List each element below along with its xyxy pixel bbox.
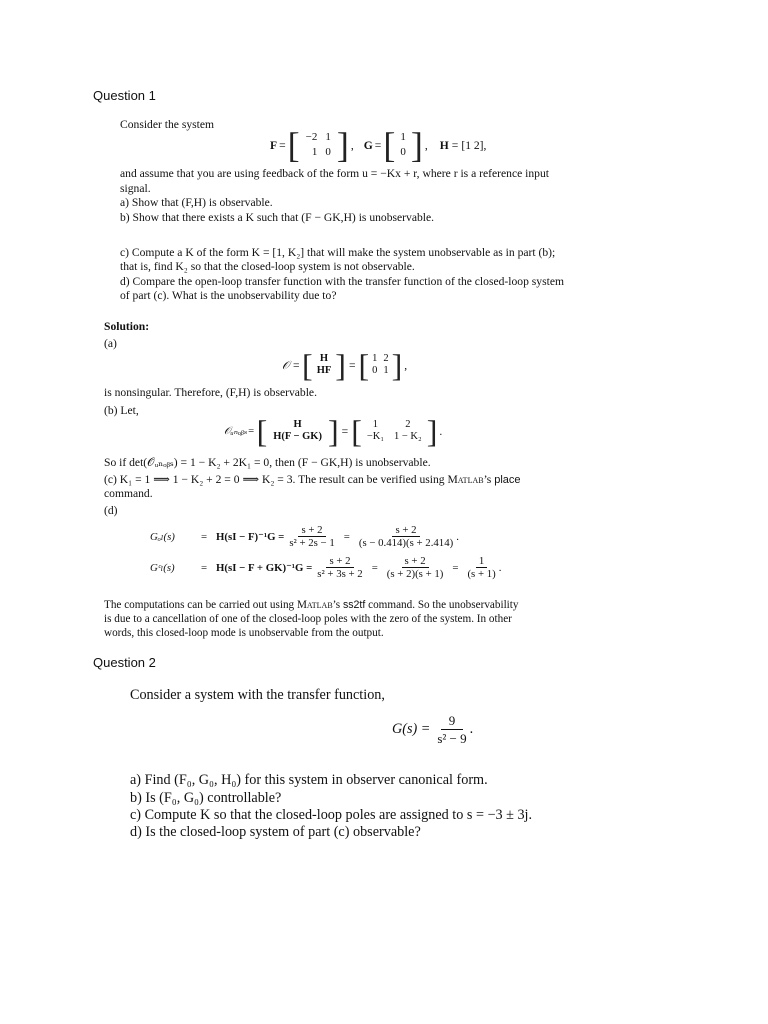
q2-intro: Consider a system with the transfer function, <box>130 687 385 703</box>
h-matrix-label: H <box>439 138 449 152</box>
q1-intro: Consider the system <box>120 118 215 131</box>
q2-transfer-function: G(s) = $\frac{9}{\text{s² − 9}}$ . <box>392 713 474 746</box>
solution-label-b: (b) Let, <box>104 404 139 417</box>
gol-fraction-1: $\frac{s + 2}{\text{s² + 2s − 1}}$ <box>289 524 335 549</box>
unobs-matrix-values: 1 2 −K₁ 1 − K₂ <box>366 419 422 442</box>
nonsingular-statement: is nonsingular. Therefore, (F,H) is observable. <box>104 386 317 399</box>
conclusion-line3: words, this closed-loop mode is unobservable from the output. <box>104 627 384 639</box>
h-matrix: [1 2] <box>461 138 484 152</box>
q1-part-d-line1: d) Compare the open-loop transfer function with the transfer function of the closed-loop system <box>120 275 564 288</box>
command-word: command. <box>104 487 153 500</box>
obs-matrix-values: 1 2 0 1 <box>372 353 389 376</box>
det-condition: So if det(𝒪ᵤₙₒᵦₛ) = 1 − K₂ + 2K₁ = 0, then (F − GK,H) is unobservable. <box>104 456 431 469</box>
g-matrix-label: G <box>363 138 373 152</box>
q1-part-b: b) Show that there exists a K such that (F − GK,H) is unobservable. <box>120 211 435 224</box>
solution-heading: Solution: <box>104 320 150 333</box>
matlab-name: Matlab <box>447 473 484 486</box>
gcl-fraction-1: $\frac{s + 2}{\text{s² + 3s + 2}}$ <box>317 555 363 580</box>
place-command: place <box>494 474 521 486</box>
solution-label-d: (d) <box>104 504 118 517</box>
q1-part-a: a) Show that (F,H) is observable. <box>120 196 273 209</box>
q1-part-c-line1: c) Compute a K of the form K = [1, K₂] that will make the system unobservable as in part (b); <box>120 246 556 259</box>
unobs-stack: H H(F − GK) <box>273 419 322 442</box>
ss2tf-command: ss2tf <box>342 599 366 611</box>
q1-part-c-line2: that is, find K₂ so that the closed-loop system is not observable. <box>120 260 415 273</box>
conclusion-line2: is due to a cancellation of one of the closed-loop poles with the zero of the system. In other <box>104 613 512 625</box>
observability-matrix-eq: 𝒪 = [ H HF ] = [ 1 2 0 1 ] , <box>282 347 408 383</box>
f-matrix: −2 1 1 0 <box>305 131 331 158</box>
question-1-heading: Question 1 <box>93 88 156 103</box>
q1-feedback-line2: signal. <box>120 182 151 195</box>
solution-part-c: (c) K₁ = 1 ⟹ 1 − K₂ + 2 = 0 ⟹ K₂ = 3. The result can be verified using Matlab’s place <box>104 473 521 486</box>
open-loop-tf: Gₒₗ(s) = H(sI − F)⁻¹G = $\frac{s + 2}{\text{s² + 2s − 1}}$ = $\frac{s + 2}{(s - 0.414)(s + 2.414)}$ . <box>150 524 459 549</box>
q2-part-b: b) Is (F₀, G₀) controllable? <box>130 790 282 806</box>
q2-tf-fraction: $\frac{9}{\text{s² − 9}}$ <box>437 713 467 746</box>
gol-fraction-2: $\frac{s + 2}{(s - 0.414)(s + 2.414)}$ <box>358 524 454 549</box>
f-matrix-label: F <box>270 138 278 152</box>
q1-feedback-line1: and assume that you are using feedback of the form u = −Kx + r, where r is a reference input <box>120 167 549 180</box>
question-2-heading: Question 2 <box>93 655 156 670</box>
conclusion-line1: The computations can be carried out using Matlab’s ss2tf command. So the unobservability <box>104 599 519 611</box>
unobs-matrix-eq: 𝒪ᵤₙₒᵦₛ= [ H H(F − GK) ] = [ 1 2 −K₁ 1 − K₂ ] . <box>224 413 443 449</box>
q2-part-a: a) Find (F₀, G₀, H₀) for this system in observer canonical form. <box>130 772 488 788</box>
q2-part-d: d) Is the closed-loop system of part (c) observable? <box>130 824 421 840</box>
gcl-fraction-3: $\frac{1}{(s + 1)}$ <box>467 555 496 580</box>
system-matrices: F = [ −2 1 1 0 ] , G = [ 1 0 ] , H = [1 2] , <box>270 125 487 165</box>
obs-stack: H HF <box>316 353 332 376</box>
solution-label-a: (a) <box>104 337 117 350</box>
closed-loop-tf: Gᶜₗ(s) = H(sI − F + GK)⁻¹G = $\frac{s + 2}{\text{s² + 3s + 2}}$ = $\frac{s + 2}{(s + 2)(s + 1)}$ = $\frac{1}{(s + 1)}$ . <box>150 555 502 580</box>
g-matrix: 1 0 <box>400 131 406 158</box>
q1-part-d-line2: of part (c). What is the unobservability due to? <box>120 289 337 302</box>
q2-part-c: c) Compute K so that the closed-loop poles are assigned to s = −3 ± 3j. <box>130 807 533 823</box>
gcl-fraction-2: $\frac{s + 2}{(s + 2)(s + 1)}$ <box>386 555 444 580</box>
